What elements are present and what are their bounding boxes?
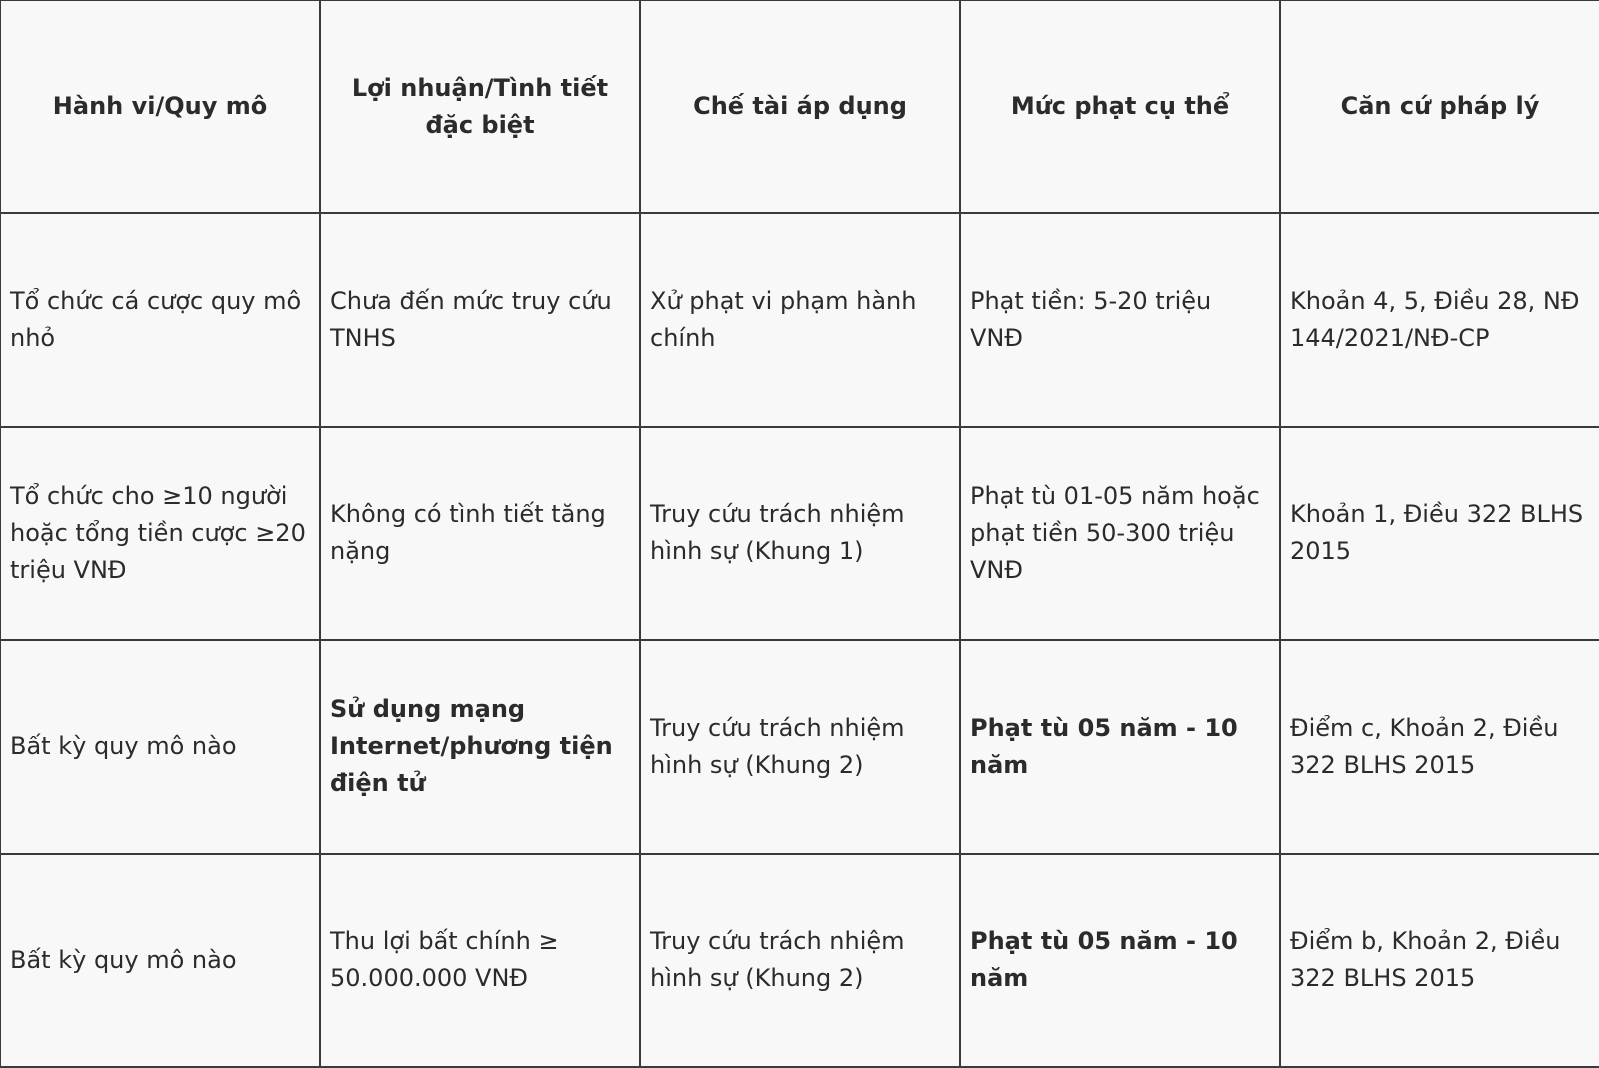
header-sanction: Chế tài áp dụng [640, 0, 960, 213]
cell-behavior-scale: Tổ chức cho ≥10 người hoặc tổng tiền cược ≥20 triệu VNĐ [0, 427, 320, 640]
cell-sanction: Truy cứu trách nhiệm hình sự (Khung 2) [640, 640, 960, 853]
header-behavior-scale: Hành vi/Quy mô [0, 0, 320, 213]
cell-profit-circumstance: Sử dụng mạng Internet/phương tiện điện tử [320, 640, 640, 853]
table-row [0, 640, 1599, 853]
cell-penalty-level: Phạt tù 05 năm - 10 năm [960, 640, 1280, 853]
cell-legal-basis: Điểm c, Khoản 2, Điều 322 BLHS 2015 [1280, 640, 1599, 853]
header-profit-circumstance: Lợi nhuận/Tình tiết đặc biệt [320, 0, 640, 213]
cell-sanction: Xử phạt vi phạm hành chính [640, 213, 960, 426]
table-header-row [0, 0, 1599, 213]
table-row [0, 213, 1599, 426]
header-legal-basis: Căn cứ pháp lý [1280, 0, 1599, 213]
cell-penalty-level: Phạt tiền: 5-20 triệu VNĐ [960, 213, 1280, 426]
cell-sanction: Truy cứu trách nhiệm hình sự (Khung 1) [640, 427, 960, 640]
table-row [0, 427, 1599, 640]
table-row [0, 854, 1599, 1067]
cell-profit-circumstance: Chưa đến mức truy cứu TNHS [320, 213, 640, 426]
cell-behavior-scale: Bất kỳ quy mô nào [0, 640, 320, 853]
header-penalty-level: Mức phạt cụ thể [960, 0, 1280, 213]
cell-penalty-level: Phạt tù 01-05 năm hoặc phạt tiền 50-300 triệu VNĐ [960, 427, 1280, 640]
cell-legal-basis: Khoản 4, 5, Điều 28, NĐ 144/2021/NĐ-CP [1280, 213, 1599, 426]
cell-legal-basis: Điểm b, Khoản 2, Điều 322 BLHS 2015 [1280, 854, 1599, 1067]
cell-penalty-level: Phạt tù 05 năm - 10 năm [960, 854, 1280, 1067]
cell-profit-circumstance: Thu lợi bất chính ≥ 50.000.000 VNĐ [320, 854, 640, 1067]
cell-legal-basis: Khoản 1, Điều 322 BLHS 2015 [1280, 427, 1599, 640]
cell-behavior-scale: Bất kỳ quy mô nào [0, 854, 320, 1067]
cell-sanction: Truy cứu trách nhiệm hình sự (Khung 2) [640, 854, 960, 1067]
cell-profit-circumstance: Không có tình tiết tăng nặng [320, 427, 640, 640]
cell-behavior-scale: Tổ chức cá cược quy mô nhỏ [0, 213, 320, 426]
